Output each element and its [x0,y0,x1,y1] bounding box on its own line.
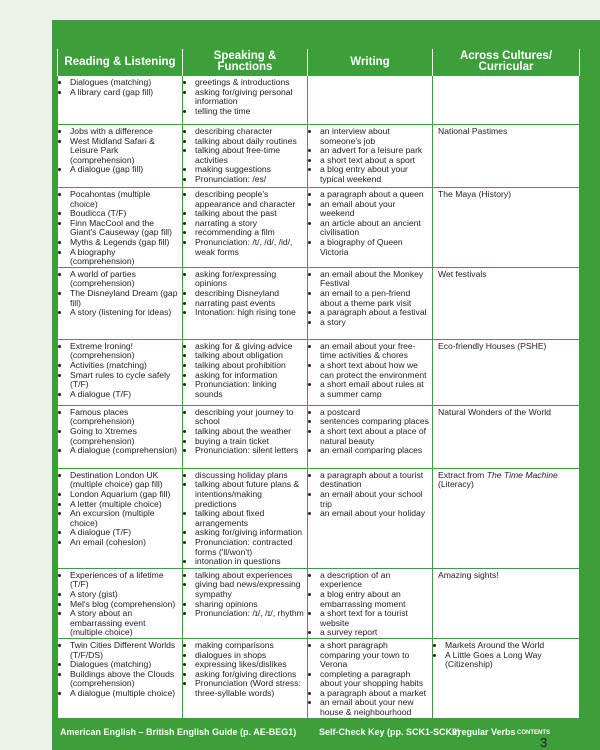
list-item: • a paragraph about a queen [320,190,429,200]
list-item: • describing your journey to school [195,408,304,427]
reading-list [61,641,179,699]
list-item: • a biography of Queen Victoria [320,238,429,257]
header-speaking: Speaking & Functions [183,49,308,76]
writing-list [311,641,429,718]
culture-text [436,471,576,490]
list-item: • A biography (comprehension) [70,248,179,267]
table-row [58,76,580,125]
list-item: • talking about obligation [195,351,304,361]
speaking-list [186,571,304,619]
list-item: • Intonation: high rising tone [195,308,304,318]
list-item: • making suggestions [195,165,304,175]
writing-list [311,127,429,185]
footer-irregular-verbs-link[interactable]: Irregular Verbs [452,727,516,737]
list-item: • narrating past events [195,299,304,309]
list-item: • A letter (multiple choice) [70,500,179,510]
culture-text: Wet festivals [438,268,487,279]
list-item: • narrating a story [195,219,304,229]
list-item: • Destination London UK (multiple choice) gap fill) [70,471,179,490]
list-item: • Pocahontas (multiple choice) [70,190,179,209]
table-row [58,568,580,638]
list-item: • An excursion (multiple choice) [70,509,179,528]
reading-list [61,78,179,97]
list-item: • sentences comparing places [320,417,429,427]
speaking-cell [183,188,308,268]
table-row [58,125,580,188]
speaking-cell [183,339,308,405]
list-item: • talking about future plans & intentions/making predictions [195,480,304,509]
list-item: • asking for/giving directions [195,670,304,680]
list-item: • describing Disneyland [195,289,304,299]
reading-list [61,127,179,175]
reading-list [61,190,179,267]
speaking-cell [183,125,308,188]
reading-list [61,270,179,318]
list-item: • Twin Cities Different Worlds (T/F/DS) [70,641,179,660]
list-item: • a short text for a tourist website [320,609,429,628]
list-item: • greetings & introductions [195,78,304,88]
culture-cell [433,638,580,718]
list-item: • Pronunciation: linking sounds [195,380,304,399]
header-writing: Writing [308,49,433,76]
reading-list [61,408,179,456]
list-item: • Jobs with a difference [70,127,179,137]
list-item: • an email about your free-time activities & chores [320,342,429,361]
list-item: • A Little Goes a Long Way (Citizenship) [445,651,576,670]
list-item: • a short email about rules at a summer camp [320,380,429,399]
list-item: • expressing likes/dislikes [195,660,304,670]
contents-table [57,49,580,719]
list-item: • Activities (matching) [70,361,179,371]
header-reading: Reading & Listening [58,49,183,76]
list-item: • describing people's appearance and character [195,190,304,209]
list-item: • Experiences of a lifetime (T/F) [70,571,179,590]
footer-guide-link[interactable]: American English – British English Guide (p. AE-BEG1) [60,727,297,737]
culture-text: National Pastimes [438,126,508,136]
list-item: • an email about your holiday [320,509,429,519]
list-item: • dialogues in shops [195,651,304,661]
list-item: • Smart rules to cycle safely (T/F) [70,371,179,390]
culture-cell [433,188,580,268]
footer-selfcheck-link[interactable]: Self-Check Key (pp. SCK1-SCK2) [319,727,461,737]
list-item: • A story (gist) [70,590,179,600]
list-item: • The Disneyland Dream (gap fill) [70,289,179,308]
list-item: • a postcard [320,408,429,418]
contents-link[interactable]: CONTENTS [517,730,550,736]
culture-cell [433,125,580,188]
writing-cell [308,468,433,568]
list-item: • A library card (gap fill) [70,88,179,98]
list-item: • an email about the Monkey Festival [320,270,429,289]
list-item: • asking for/giving personal information [195,88,304,107]
list-item: • talking about the past [195,209,304,219]
table-row [58,339,580,405]
list-item: • Pronunciation: contracted forms ('ll/won't) [195,538,304,557]
speaking-list [186,127,304,185]
list-item: • Famous places (comprehension) [70,408,179,427]
reading-cell [58,267,183,339]
list-item: • Going to Xtremes (comprehension) [70,427,179,446]
list-item: • telling the time [195,107,304,117]
list-item: • Pronunciation: /t/, /d/, /id/, weak forms [195,238,304,257]
writing-cell [308,76,433,125]
writing-list [311,408,429,456]
list-item: • asking for/expressing opinions [195,270,304,289]
reading-cell [58,125,183,188]
list-item: • a story [320,318,429,328]
list-item: • an interview about someone's job [320,127,429,146]
writing-list [311,190,429,257]
list-item: • a survey report [320,628,429,638]
list-item: • a paragraph about a tourist destination [320,471,429,490]
list-item: • buying a train ticket [195,437,304,447]
writing-cell [308,638,433,718]
culture-text: Amazing sights! [438,569,499,580]
list-item: • talking about fixed arrangements [195,509,304,528]
reading-list [61,471,179,548]
writing-list [311,270,429,328]
list-item: • an email about your weekend [320,200,429,219]
list-item: • intonation in questions [195,557,304,567]
list-item: • A dialogue (gap fill) [70,165,179,175]
table-row [58,638,580,718]
list-item: • describing character [195,127,304,137]
list-item: • asking for & giving advice [195,342,304,352]
list-item: • recommending a film [195,228,304,238]
culture-list [436,641,576,670]
speaking-cell [183,76,308,125]
list-item: • A dialogue (T/F) [70,528,179,538]
list-item: • a paragraph about a festival [320,308,429,318]
list-item: • completing a paragraph about your shopping habits [320,670,429,689]
culture-cell [433,468,580,568]
list-item: • Boudicca (T/F) [70,209,179,219]
list-item: • a short text about a place of natural beauty [320,427,429,446]
list-item: • A dialogue (T/F) [70,390,179,400]
list-item: • talking about prohibition [195,361,304,371]
reading-cell [58,568,183,638]
list-item: • a description of an experience [320,571,429,590]
list-item: • A dialogue (comprehension) [70,446,179,456]
list-item: • Pronunciation: /es/ [195,175,304,185]
reading-list [61,571,179,638]
list-item: • asking for information [195,371,304,381]
page-number: 3 [540,735,548,750]
reading-list [61,342,179,400]
reading-cell [58,468,183,568]
list-item: • an article about an ancient civilisation [320,219,429,238]
list-item: • a short text about how we can protect the environment [320,361,429,380]
writing-cell [308,267,433,339]
list-item: • discussing holiday plans [195,471,304,481]
table-row [58,468,580,568]
list-item: • Pronunciation: silent letters [195,446,304,456]
culture-text: Eco-friendly Houses (PSHE) [438,340,547,351]
speaking-cell [183,468,308,568]
culture-cell [433,76,580,125]
culture-cell [433,267,580,339]
culture-cell [433,339,580,405]
reading-cell [58,188,183,268]
list-item: • A story about an embarrassing event (multiple choice) [70,609,179,638]
speaking-list [186,342,304,400]
writing-list [311,342,429,400]
list-item: • an email about your new house & neighbourhood [320,698,429,717]
writing-cell [308,188,433,268]
list-item: • An email (cohesion) [70,538,179,548]
writing-cell [308,405,433,468]
culture-cell [433,405,580,468]
speaking-cell [183,267,308,339]
list-item: • an email comparing places [320,446,429,456]
culture-text-title: The Time Machine [486,469,558,480]
list-item: • an email to a pen-friend about a theme park visit [320,289,429,308]
list-item: • London Aquarium (gap fill) [70,490,179,500]
list-item: • Mel's blog (comprehension) [70,600,179,610]
reading-cell [58,76,183,125]
list-item: • Extreme Ironing! (comprehension) [70,342,179,361]
list-item: • Pronunciation (Word stress: three-syllable words) [195,679,304,698]
list-item: • Buildings above the Clouds (comprehension) [70,670,179,689]
speaking-list [186,471,304,567]
culture-text: Natural Wonders of the World [438,406,551,417]
list-item: • West Midland Safari & Leisure Park (comprehension) [70,137,179,166]
list-item: • talking about experiences [195,571,304,581]
writing-cell [308,125,433,188]
list-item: • Pronunciation: /ɪ/, /ɪ/, rhythm [195,609,304,619]
culture-text: The Maya (History) [438,189,512,199]
culture-text-suffix: (Literacy) [438,479,474,490]
table-row [58,405,580,468]
list-item: • asking for/giving information [195,528,304,538]
speaking-list [186,78,304,116]
reading-cell [58,405,183,468]
header-row [58,49,580,76]
speaking-list [186,408,304,456]
list-item: • a paragraph about a market [320,689,429,699]
table-row [58,188,580,268]
list-item: • A dialogue (multiple choice) [70,689,179,699]
list-item: • Markets Around the World [445,641,576,651]
speaking-list [186,270,304,318]
list-item: • A world of parties (comprehension) [70,270,179,289]
culture-text-prefix: Extract from [438,469,487,480]
list-item: • an advert for a leisure park [320,146,429,156]
list-item: • an email about your school trip [320,490,429,509]
contents-table-wrapper [57,49,579,719]
list-item: • talking about daily routines [195,137,304,147]
list-item: • Dialogues (matching) [70,660,179,670]
list-item: • a blog entry about an embarrassing moment [320,590,429,609]
table-row [58,267,580,339]
writing-list [311,571,429,638]
speaking-list [186,641,304,699]
writing-list [311,471,429,519]
list-item: • talking about the weather [195,427,304,437]
writing-cell [308,339,433,405]
list-item: • giving bad news/expressing sympathy [195,580,304,599]
reading-cell [58,339,183,405]
list-item: • a short paragraph comparing your town to Verona [320,641,429,670]
header-cultures: Across Cultures/ Curricular [433,49,580,76]
reading-cell [58,638,183,718]
list-item: • sharing opinions [195,600,304,610]
list-item: • A story (listening for ideas) [70,308,179,318]
list-item: • Finn MacCool and the Giant's Causeway (gap fill) [70,219,179,238]
speaking-list [186,190,304,257]
list-item: • a blog entry about your typical weekend [320,165,429,184]
speaking-cell [183,638,308,718]
speaking-cell [183,568,308,638]
list-item: • a short text about a sport [320,156,429,166]
list-item: • Dialogues (matching) [70,78,179,88]
list-item: • making comparisons [195,641,304,651]
speaking-cell [183,405,308,468]
list-item: • talking about free-time activities [195,146,304,165]
culture-cell [433,568,580,638]
list-item: • Myths & Legends (gap fill) [70,238,179,248]
writing-cell [308,568,433,638]
